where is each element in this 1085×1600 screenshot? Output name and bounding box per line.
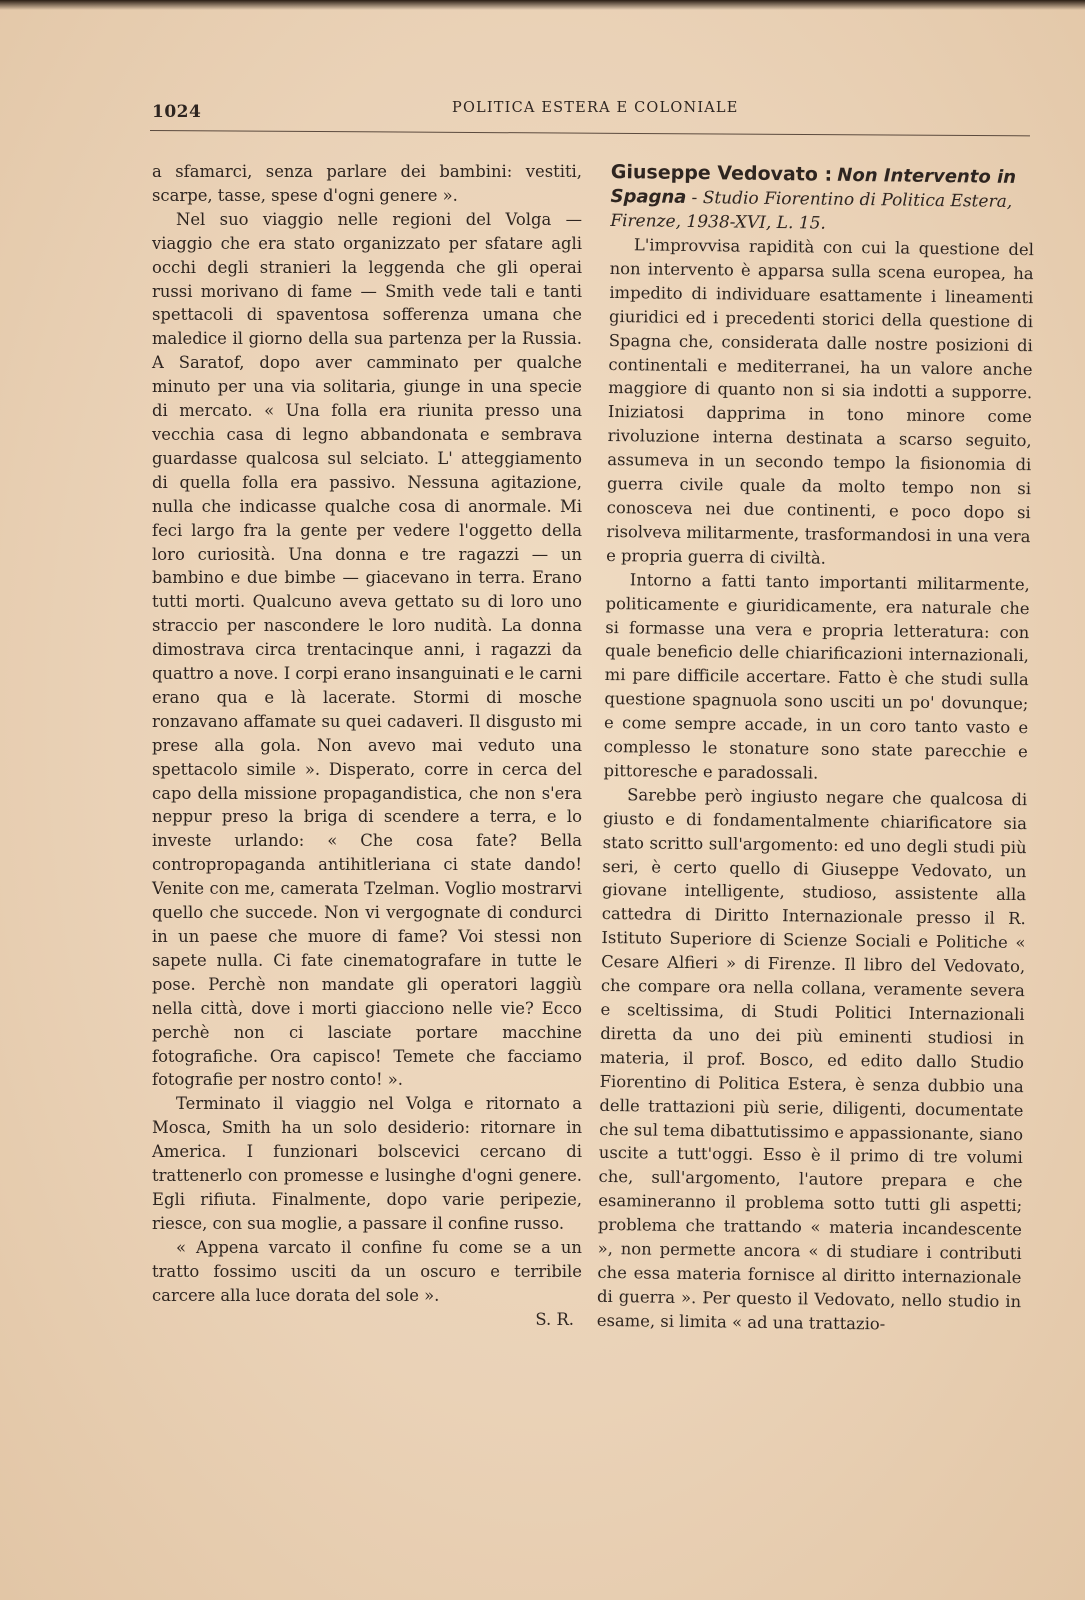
review-title: Non Intervento in Spagna — [610, 164, 1017, 208]
paragraph: Nel suo viaggio nelle regioni del Volga — viaggio che era stato organizzato per sfatare agli occhi degli stranieri la leggenda che gli operai russi morivano di fame — Smith vede tali e tanti spettacoli di spaventosa sofferenza umana che maledice il giorno della sua partenza per la Russia. A Saratof, dopo aver camminato per qualche minuto per una via solitaria, giunge in una specie di mercato. « Una folla era riunita presso una vecchia casa di legno abbandonata e sembrava guardasse qualcosa sul selciato. L' atteggiamento di quella folla era passivo. Nessuna agitazione, nulla che indicasse qualche cosa di anormale. Mi feci largo fra la gente per vedere l'oggetto della loro curiosità. Una donna e tre ragazzi — un bambino e due bimbe — giacevano in terra. Erano tutti morti. Qualcuno aveva gettato su di loro uno straccio per nascondere le loro nudità. La donna dimostrava circa trentacinque anni, i ragazzi da quattro a nove. I corpi erano insanguinati e le carni erano qua e là lacerate. Stormi di mosche ronzavano affamate su quei cadaveri. Il disgusto mi prese alla gola. Non avevo mai veduto una spettacolo simile ». Disperato, corre in cerca del capo della missione propagandistica, che non s'era neppur preso la briga di scendere a terra, e lo investe urlando: « Che cosa fate? Bella contropropaganda antihitleriana ci state dando! Venite con me, camerata Tzelman. Voglio mostrarvi quello che succede. Non vi vergognate di condurci in un paese che muore di fame? Voi stessi non sapete nulla. Ci fate cinematografare in tutte le pose. Perchè non mandate gli operatori laggiù nella città, dove i morti giacciono nelle vie? Ecco perchè non ci lasciate portare macchine fotografiche. Ora capisco! Temete che facciamo fotografie per nostro conto! ». — [152, 209, 582, 1090]
page-number: 1024 — [152, 102, 202, 122]
review-publication: - Studio Fiorentino di Politica Estera, Firenze, 1938-XVI, L. 15. — [610, 187, 1013, 234]
page-header — [152, 96, 1032, 126]
author-signature: S. R. — [535, 1309, 574, 1329]
review-author: Giuseppe Vedovato : — [610, 160, 833, 186]
paragraph: L'improvvisa rapidità con cui la questione del non intervento è apparsa sulla scena europea, ha impedito di individuare esattamente i lineamenti giuridici ed i precedenti storici della questione di Spagna che, considerata dalle nostre posizioni di continentali e mediterranei, ha un valore anche maggiore di quanto non si sia indotti a supporre. Iniziatosi dapprima in tono minore come rivoluzione interna destinata a scarso seguito, assumeva in un secondo tempo la fisionomia di guerra civile quale da molto tempo non si conosceva nei due continenti, e poco dopo si risolveva militarmente, trasformandosi in una vera e propria guerra di civiltà. — [606, 235, 1035, 568]
paragraph: « Appena varcato il confine fu come se a un tratto fossimo usciti da un oscuro e terribile carcere alla luce dorata del sole ». — [152, 1237, 582, 1305]
paragraph: Sarebbe però ingiusto negare che qualcosa di giusto e di fondamentalmente chiarificatore sia stato scritto sull'argomento: ed uno degli studi più seri, è certo quello di Giuseppe Vedovato, un giovane intelligente, studioso, assistente alla cattedra di Diritto Internazionale presso il R. Istituto Superiore di Scienze Sociali e Politiche « Cesare Alfieri » di Firenze. Il libro del Vedovato, che compare ora nella collana, veramente severa e sceltissima, di Studi Politici Internazionali diretta da uno dei più eminenti studiosi in materia, il prof. Bosco, ed edito dallo Studio Fiorentino di Politica Estera, è senza dubbio una delle trattazioni più serie, diligenti, documentate che sul tema dibattutissimo e appassionante, siano uscite a tutt'oggi. Esso è il primo di tre volumi che, sull'argomento, l'autore prepara e che esamineranno il problema sotto tutti gli aspetti; problema che trattando « materia incandescente », non permette ancora « di studiare i contributi che essa materia fornisce al diritto internazionale di guerra ». Per questo il Vedovato, nello studio in esame, si limita « ad una trattazio- — [596, 785, 1028, 1334]
running-title: POLITICA ESTERA E COLONIALE — [452, 100, 739, 116]
paragraph: Intorno a fatti tanto importanti militarmente, politicamente e giuridicamente, era naturale che si formasse una vera e propria letteratura: con quale beneficio delle chiarificazioni internazionali, mi pare difficile accertare. Fatto è che studi sulla questione spagnuola sono usciti un po' dovunque; e come sempre accade, in un coro tanto vasto e complesso le stonature sono state parecchie e pittoresche e paradossali. — [603, 569, 1030, 783]
paragraph: a sfamarci, senza parlare dei bambini: vestiti, scarpe, tasse, spese d'ogni genere ». — [152, 162, 582, 205]
paragraph: Terminato il viaggio nel Volga e ritornato a Mosca, Smith ha un solo desiderio: ritornare in America. I funzionari bolscevici cercano di trattenerlo con promesse e lusinghe d'ogni genere. Egli rifiuta. Finalmente, dopo varie peripezie, riesce, con sua moglie, a passare il confine russo. — [152, 1094, 582, 1233]
review-heading — [610, 160, 1035, 238]
header-rule — [150, 130, 1030, 136]
right-column — [597, 160, 1035, 1338]
page-edge-shadow — [0, 0, 1085, 10]
left-column — [152, 160, 582, 1331]
